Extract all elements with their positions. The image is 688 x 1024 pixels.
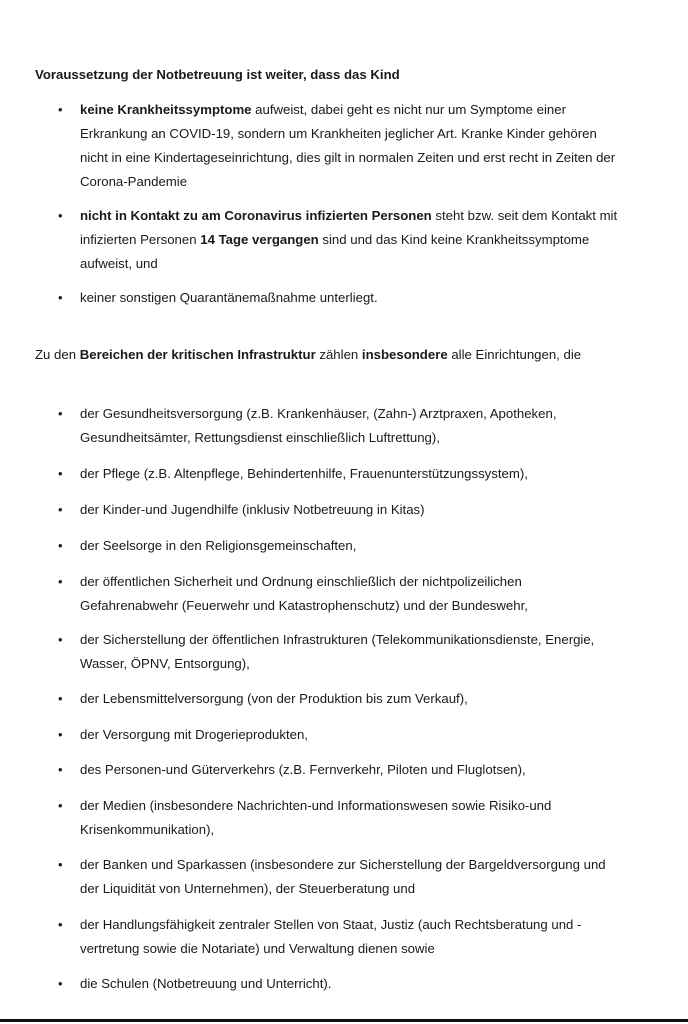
bullet-icon: • [58, 208, 63, 223]
bullet-icon: • [58, 466, 63, 481]
list-item [58, 98, 620, 194]
infrastructure-intro [35, 344, 595, 366]
list-item [58, 286, 620, 310]
list-item [58, 853, 620, 901]
bullet-icon: • [58, 290, 63, 305]
list-item [58, 628, 620, 676]
bullet-icon: • [58, 691, 63, 706]
list-item [58, 402, 620, 450]
item-text: der Handlungsfähigkeit zentraler Stellen von Staat, Justiz (auch Rechtsberatung und -vertretung sowie die Notariate) und Verwaltung dienen sowie [80, 917, 582, 956]
intro-text: Zu den [35, 347, 80, 362]
bottom-rule [0, 1019, 688, 1022]
bullet-icon: • [58, 976, 63, 991]
bullet-icon: • [58, 798, 63, 813]
bullet-icon: • [58, 917, 63, 932]
bold-text: insbesondere [361, 347, 448, 362]
bullet-icon: • [58, 502, 63, 517]
item-text: sind und das Kind keine Krankheitssymptome aufweist, und [80, 232, 590, 271]
list-item [58, 570, 620, 618]
item-text: der Pflege (z.B. Altenpflege, Behindertenhilfe, Frauenunterstützungssystem), [80, 466, 528, 481]
item-text: der Lebensmittelversorgung (von der Produktion bis zum Verkauf), [80, 691, 468, 706]
section-heading: Voraussetzung der Notbetreuung ist weiter, dass das Kind [35, 67, 400, 82]
list-item [58, 913, 620, 961]
item-text: der Versorgung mit Drogerieprodukten, [80, 727, 308, 742]
bullet-icon: • [58, 406, 63, 421]
bullet-icon: • [58, 102, 63, 117]
intro-text: alle Einrichtungen, die [447, 347, 582, 362]
list-item [58, 462, 620, 486]
item-text: der Kinder-und Jugendhilfe (inklusiv Notbetreuung in Kitas) [80, 502, 425, 517]
item-text: die Schulen (Notbetreuung und Unterricht). [80, 976, 332, 991]
bullet-icon: • [58, 574, 63, 589]
bold-text: 14 Tage vergangen [200, 232, 319, 247]
item-text: steht bzw. seit dem Kontakt mit infizierten Personen [80, 208, 618, 247]
list-item [58, 794, 620, 842]
item-text: der Seelsorge in den Religionsgemeinschaften, [80, 538, 357, 553]
item-text: keiner sonstigen Quarantänemaßnahme unterliegt. [80, 290, 378, 305]
list-item [58, 204, 620, 276]
bullet-icon: • [58, 538, 63, 553]
bold-text: keine Krankheitssymptome [80, 102, 252, 117]
item-text: aufweist, dabei geht es nicht nur um Symptome einer Erkrankung an COVID-19, sondern um Krankheiten jeglicher Art. Kranke Kinder gehören nicht in eine Kindertageseinrichtung, dies gilt in normalen Zeiten und erst recht in Zeiten der Corona-Pandemie [80, 102, 616, 189]
item-text: des Personen-und Güterverkehrs (z.B. Fernverkehr, Piloten und Fluglotsen), [80, 762, 526, 777]
intro-text: zählen [315, 347, 362, 362]
bullet-icon: • [58, 762, 63, 777]
bullet-icon: • [58, 727, 63, 742]
bullet-icon: • [58, 857, 63, 872]
bold-text: nicht in Kontakt zu am Coronavirus infizierten Personen [80, 208, 432, 223]
list-item [58, 758, 620, 782]
list-item [58, 498, 620, 522]
list-item [58, 723, 620, 747]
item-text: der Medien (insbesondere Nachrichten-und Informationswesen sowie Risiko-und Krisenkommunikation), [80, 798, 552, 837]
list-item [58, 534, 620, 558]
item-text: der Gesundheitsversorgung (z.B. Krankenhäuser, (Zahn-) Arztpraxen, Apotheken, Gesundheitsämter, Rettungsdienst einschließlich Luftrettung), [80, 406, 557, 445]
list-item [58, 972, 620, 996]
item-text: der öffentlichen Sicherheit und Ordnung einschließlich der nichtpolizeilichen Gefahrenabwehr (Feuerwehr und Katastrophenschutz) und der Bundeswehr, [80, 574, 528, 613]
list-item [58, 687, 620, 711]
item-text: der Sicherstellung der öffentlichen Infrastrukturen (Telekommunikationsdienste, Energie, Wasser, ÖPNV, Entsorgung), [80, 632, 595, 671]
bullet-icon: • [58, 632, 63, 647]
bold-text: Bereichen der kritischen Infrastruktur [79, 347, 316, 362]
item-text: der Banken und Sparkassen (insbesondere zur Sicherstellung der Bargeldversorgung und der Liquidität von Unternehmen), der Steuerberatung und [80, 857, 606, 896]
